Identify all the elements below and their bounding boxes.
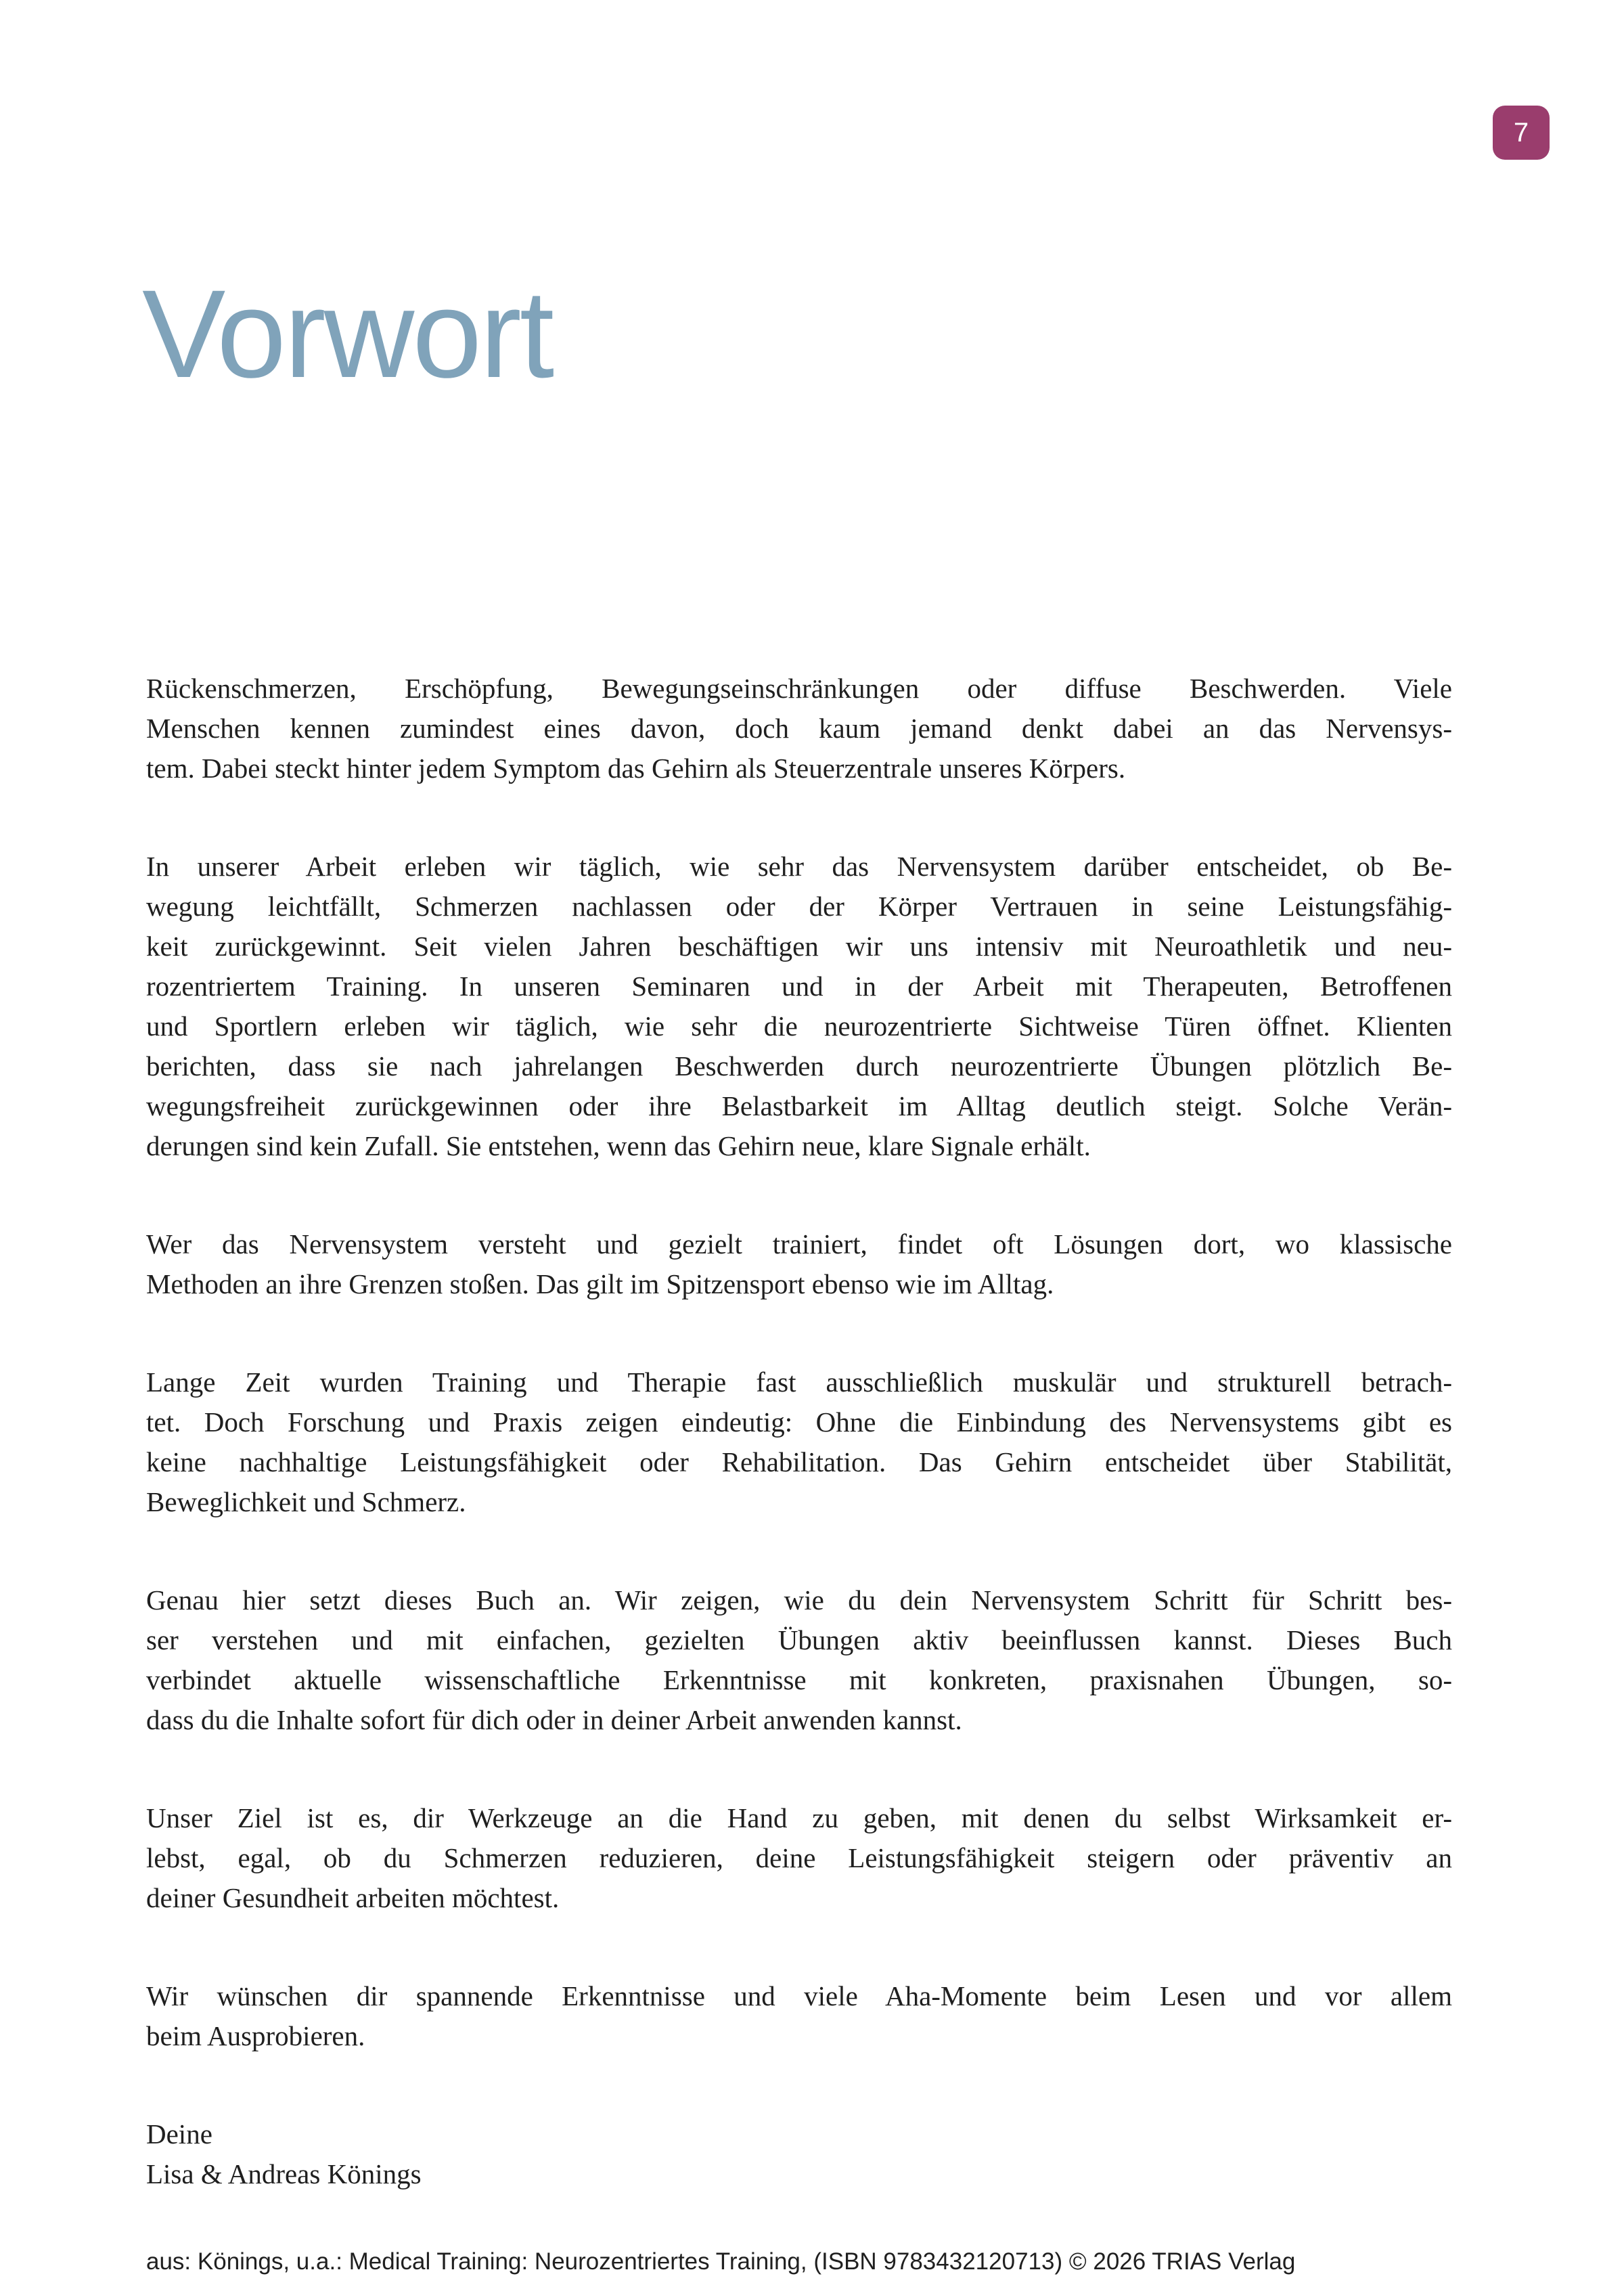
paragraph	[146, 1798, 1452, 1918]
text-line: Rückenschmerzen, Erschöpfung, Bewegungseinschränkungen oder diffuse Beschwerden. Viele	[146, 673, 1452, 704]
text-line: Wer das Nervensystem versteht und gezielt trainiert, findet oft Lösungen dort, wo klassische	[146, 1228, 1452, 1260]
text-line: rozentriertem Training. In unseren Seminaren und in der Arbeit mit Therapeuten, Betroffenen	[146, 971, 1452, 1002]
text-line: beim Ausprobieren.	[146, 2020, 365, 2051]
paragraph	[146, 2114, 1452, 2194]
body-text	[146, 669, 1452, 2194]
text-line: Menschen kennen zumindest eines davon, doch kaum jemand denkt dabei an das Nervensys-	[146, 713, 1452, 744]
text-line: derungen sind kein Zufall. Sie entstehen, wenn das Gehirn neue, klare Signale erhält.	[146, 1130, 1091, 1161]
text-line: tet. Doch Forschung und Praxis zeigen eindeutig: Ohne die Einbindung des Nervensystems gibt es	[146, 1406, 1452, 1438]
page-title: Vorwort	[142, 265, 553, 404]
text-line: berichten, dass sie nach jahrelangen Beschwerden durch neurozentrierte Übungen plötzlich Be-	[146, 1050, 1452, 1082]
text-line: keit zurückgewinnt. Seit vielen Jahren beschäftigen wir uns intensiv mit Neuroathletik und neu-	[146, 931, 1452, 962]
text-line: Lange Zeit wurden Training und Therapie fast ausschließlich muskulär und strukturell betrach-	[146, 1366, 1452, 1398]
text-line: Beweglichkeit und Schmerz.	[146, 1486, 466, 1517]
paragraph	[146, 669, 1452, 788]
text-line: keine nachhaltige Leistungsfähigkeit oder Rehabilitation. Das Gehirn entscheidet über Stabilität,	[146, 1446, 1452, 1477]
text-line: deiner Gesundheit arbeiten möchtest.	[146, 1882, 560, 1913]
paragraph	[146, 847, 1452, 1166]
text-line: tem. Dabei steckt hinter jedem Symptom das Gehirn als Steuerzentrale unseres Körpers.	[146, 753, 1126, 784]
text-line: Wir wünschen dir spannende Erkenntnisse und viele Aha-Momente beim Lesen und vor allem	[146, 1980, 1452, 2011]
text-line: In unserer Arbeit erleben wir täglich, wie sehr das Nervensystem darüber entscheidet, ob Be-	[146, 851, 1452, 882]
text-line: wegung leichtfällt, Schmerzen nachlassen oder der Körper Vertrauen in seine Leistungsfähig-	[146, 891, 1452, 922]
text-line: dass du die Inhalte sofort für dich oder in deiner Arbeit anwenden kannst.	[146, 1704, 962, 1735]
text-line: Genau hier setzt dieses Buch an. Wir zeigen, wie du dein Nervensystem Schritt für Schritt bes-	[146, 1584, 1452, 1616]
paragraph	[146, 1362, 1452, 1522]
text-line: Unser Ziel ist es, dir Werkzeuge an die Hand zu geben, mit denen du selbst Wirksamkeit er-	[146, 1802, 1452, 1833]
text-line: Lisa & Andreas Könings	[146, 2158, 422, 2189]
text-line: Methoden an ihre Grenzen stoßen. Das gilt im Spitzensport ebenso wie im Alltag.	[146, 1268, 1054, 1299]
text-line: wegungsfreiheit zurückgewinnen oder ihre Belastbarkeit im Alltag deutlich steigt. Solche Verän-	[146, 1090, 1452, 1121]
text-line: verbindet aktuelle wissenschaftliche Erkenntnisse mit konkreten, praxisnahen Übungen, so-	[146, 1664, 1452, 1695]
text-line: Deine	[146, 2118, 212, 2150]
page-number-badge	[1493, 106, 1550, 160]
footer-credit: aus: Könings, u.a.: Medical Training: Neurozentriertes Training, (ISBN 9783432120713) © 2026 TRIAS Verlag	[146, 2248, 1296, 2275]
page-number: 7	[1513, 117, 1529, 148]
text-line: und Sportlern erleben wir täglich, wie sehr die neurozentrierte Sichtweise Türen öffnet. Klienten	[146, 1010, 1452, 1042]
text-line: ser verstehen und mit einfachen, gezielten Übungen aktiv beeinflussen kannst. Dieses Buch	[146, 1624, 1452, 1655]
paragraph	[146, 1224, 1452, 1304]
text-line: lebst, egal, ob du Schmerzen reduzieren, deine Leistungsfähigkeit steigern oder präventiv an	[146, 1842, 1452, 1873]
paragraph	[146, 1976, 1452, 2056]
paragraph	[146, 1580, 1452, 1740]
